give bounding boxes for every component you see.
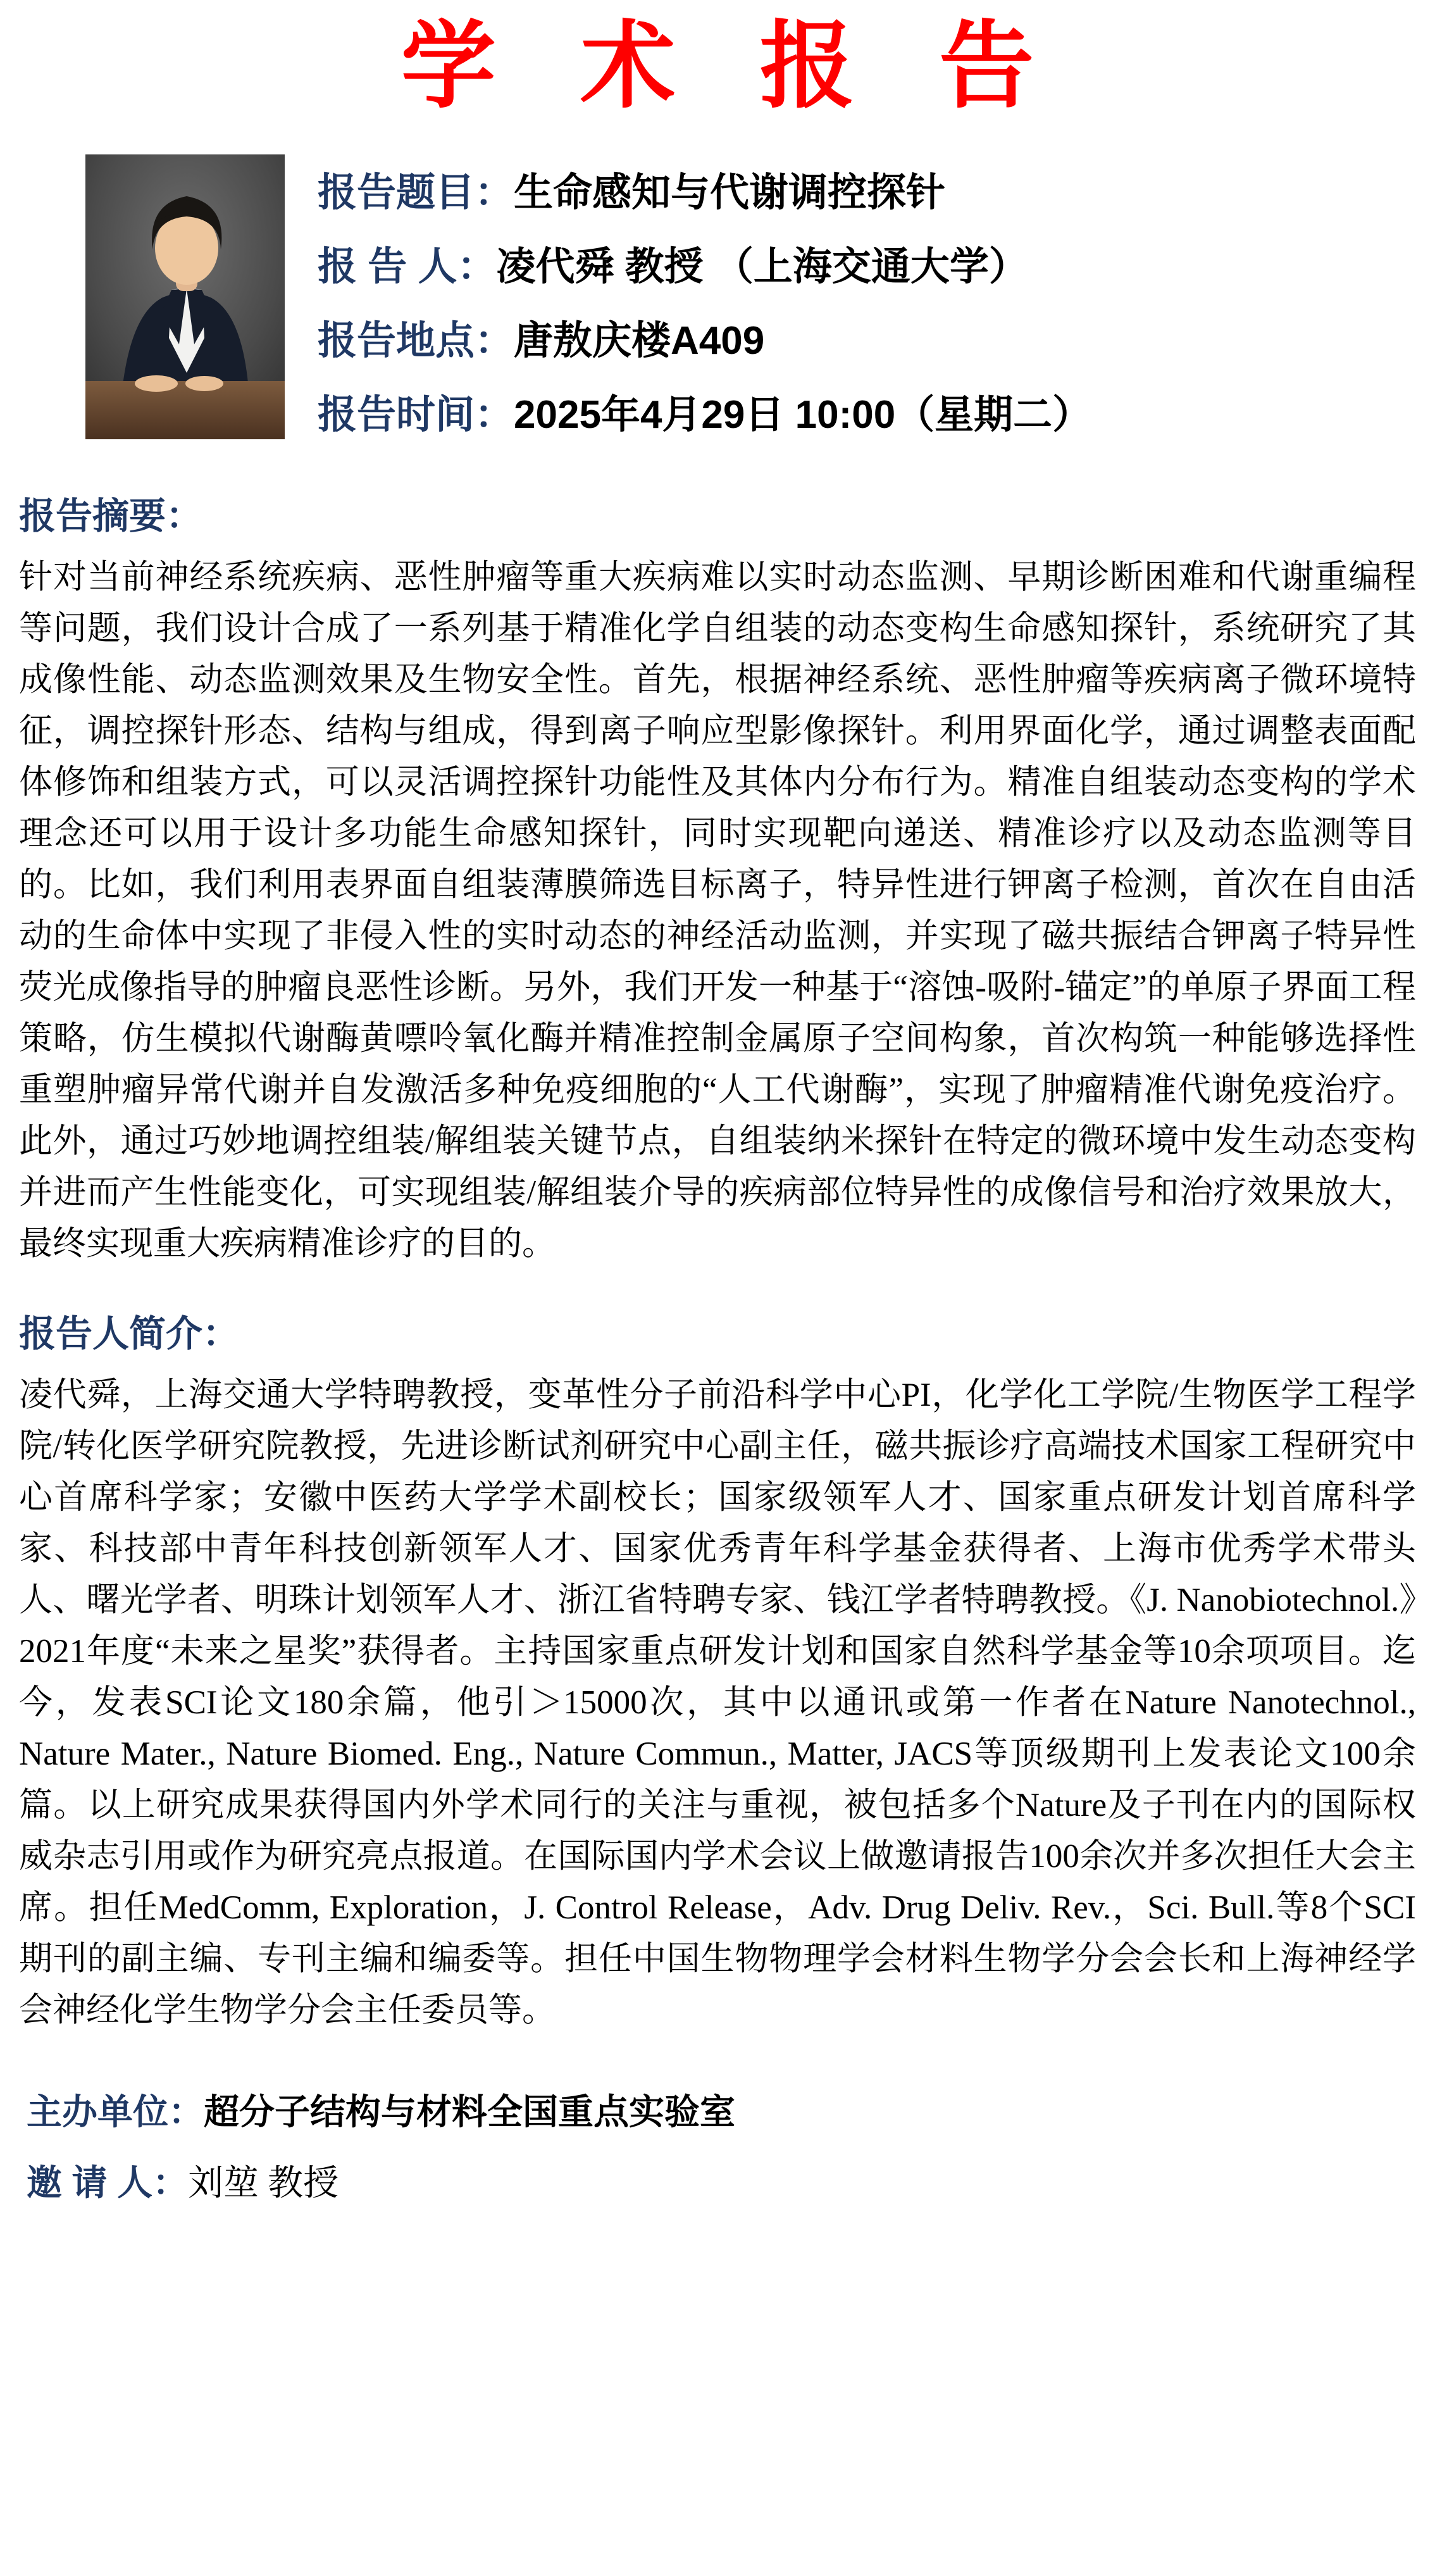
venue-label: 报告地点： xyxy=(318,319,514,363)
venue-value: 唐敖庆楼A409 xyxy=(514,319,765,363)
inviter-value: 刘堃 教授 xyxy=(188,2164,339,2203)
info-line-time xyxy=(318,378,1091,452)
abstract-heading: 报告摘要： xyxy=(19,496,203,537)
organizer-value: 超分子结构与材料全国重点实验室 xyxy=(204,2092,735,2132)
topic-value: 生命感知与代谢调控探针 xyxy=(514,171,946,215)
speaker-value: 凌代舜 教授 （上海交通大学） xyxy=(496,245,1028,289)
speaker-label: 报 告 人： xyxy=(318,245,497,289)
organizer-label: 主办单位： xyxy=(27,2092,204,2132)
abstract-paragraph: 针对当前神经系统疾病、恶性肿瘤等重大疾病难以实时动态监测、早期诊断困难和代谢重编程等问题，我们设计合成了一系列基于精准化学自组装的动态变构生命感知探针，系统研究了其成像性能、动态监测效果及生物安全性。首先，根据神经系统、恶性肿瘤等疾病离子微环境特征，调控探针形态、结构与组成，得到离子响应型影像探针。利用界面化学，通过调整表面配体修饰和组装方式，可以灵活调控探针功能性及其体内分布行为。精准自组装动态变构的学术理念还可以用于设计多功能生命感知探针，同时实现靶向递送、精准诊疗以及动态监测等目的。比如，我们利用表界面自组装薄膜筛选目标离子，特异性进行钾离子检测，首次在自由活动的生命体中实现了非侵入性的实时动态的神经活动监测，并实现了磁共振结合钾离子特异性荧光成像指导的肿瘤良恶性诊断。另外，我们开发一种基于“溶蚀-吸附-锚定”的单原子界面工程策略，仿生模拟代谢酶黄嘌呤氧化酶并精准控制金属原子空间构象，首次构筑一种能够选择性重塑肿瘤异常代谢并自发激活多种免疫细胞的“人工代谢酶”，实现了肿瘤精准代谢免疫治疗。此外，通过巧妙地调控组装/解组装关键节点，自组装纳米探针在特定的微环境中发生动态变构并进而产生性能变化，可实现组装/解组装介导的疾病部位特异性的成像信号和治疗效果放大，最终实现重大疾病精准诊疗的目的。 xyxy=(19,559,1416,1262)
header-section xyxy=(85,154,1416,452)
bio-heading: 报告人简介： xyxy=(19,1313,240,1354)
time-label: 报告时间： xyxy=(318,393,514,437)
footer-section xyxy=(27,2077,1416,2219)
organizer-line xyxy=(27,2077,1416,2148)
inviter-label: 邀 请 人： xyxy=(27,2163,189,2203)
speaker-photo xyxy=(85,154,285,439)
inviter-line xyxy=(27,2148,1416,2219)
info-line-topic xyxy=(318,156,1091,230)
page-title: 学 术 报 告 xyxy=(401,15,1065,120)
bio-paragraph: 凌代舜，上海交通大学特聘教授，变革性分子前沿科学中心PI，化学化工学院/生物医学工程学院/转化医学研究院教授，先进诊断试剂研究中心副主任，磁共振诊疗高端技术国家工程研究中心首席科学家；安徽中医药大学学术副校长；国家级领军人才、国家重点研发计划首席科学家、科技部中青年科技创新领军人才、国家优秀青年科学基金获得者、上海市优秀学术带头人、曙光学者、明珠计划领军人才、浙江省特聘专家、钱江学者特聘教授。《J. Nanobiotechnol.》2021年度“未来之星奖”获得者。主持国家重点研发计划和国家自然科学基金等10余项项目。迄今，发表SCI论文180余篇，他引＞15000次，其中以通讯或第一作者在Nature Nanotechnol., Nature Mater., Nature Biomed. Eng., Nature Commun., Matter, JACS等顶级期刊上发表论文100余篇。以上研究成果获得国内外学术同行的关注与重视，被包括多个Nature及子刊在内的国际权威杂志引用或作为研究亮点报道。在国际国内学术会议上做邀请报告100余次并多次担任大会主席。担任MedComm, Exploration，J. Control Release，Adv. Drug Deliv. Rev.，Sci. Bull.等8个SCI期刊的副主编、专刊主编和编委等。担任中国生物物理学会材料生物学分会会长和上海神经学会神经化学生物学分会主任委员等。 xyxy=(19,1377,1416,2029)
info-line-speaker xyxy=(318,230,1091,304)
topic-label: 报告题目： xyxy=(318,171,514,215)
lecture-info xyxy=(318,154,1091,452)
info-line-venue xyxy=(318,304,1091,378)
speaker-portrait-graphic xyxy=(85,154,285,439)
time-value: 2025年4月29日 10:00（星期二） xyxy=(514,393,1092,437)
